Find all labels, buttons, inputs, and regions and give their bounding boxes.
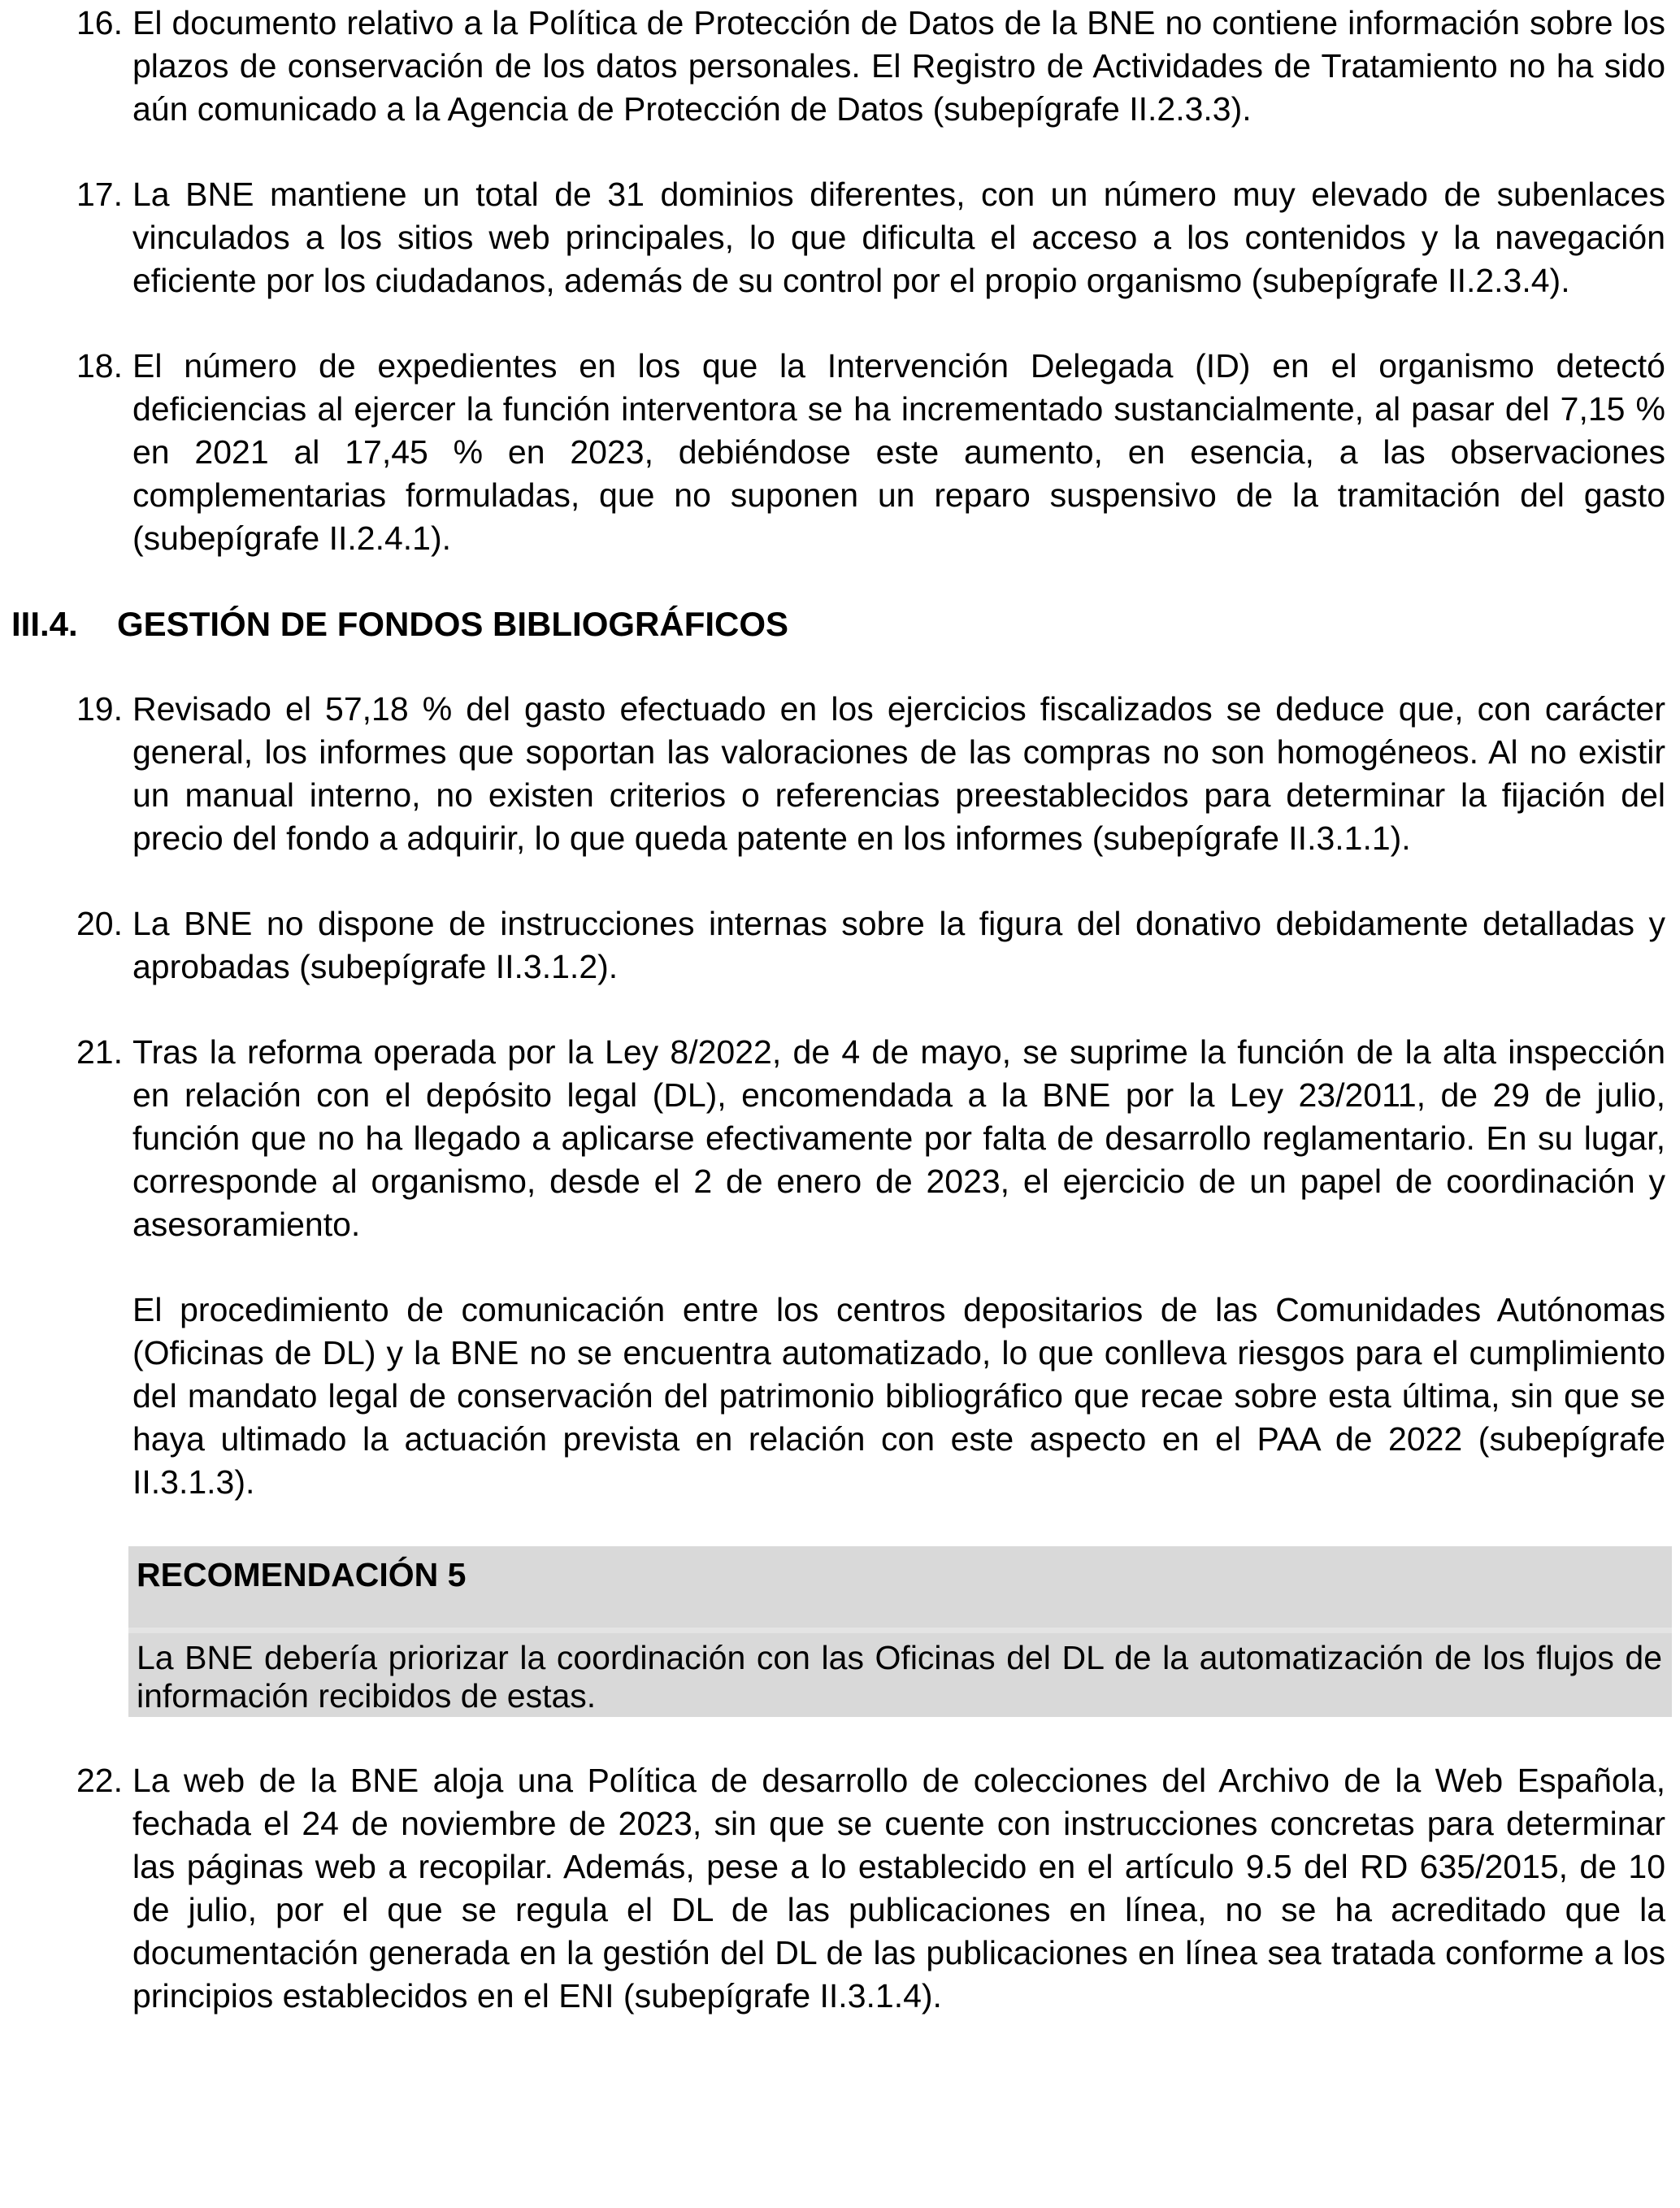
recommendation-box	[128, 1546, 1672, 1717]
paragraph-text: El número de expedientes en los que la Intervención Delegada (ID) en el organismo detectó deficiencias al ejercer la función interventora se ha incrementado sustancialmente, al pasar del 7,15 % en 2021 al 17,45 % en 2023, debiéndose este aumento, en esencia, a las observaciones complementarias formuladas, que no suponen un reparo suspensivo de la tramitación del gasto (subepígrafe II.2.4.1).	[132, 347, 1665, 557]
numbered-paragraph-18	[76, 345, 1665, 560]
recommendation-title: RECOMENDACIÓN 5	[137, 1556, 467, 1593]
paragraph-text: Tras la reforma operada por la Ley 8/2022, de 4 de mayo, se suprime la función de la alta inspección en relación con el depósito legal (DL), encomendada a la BNE por la Ley 23/2011, de 29 de julio, función que no ha llegado a aplicarse efectivamente por falta de desarrollo reglamentario. En su lugar, corresponde al organismo, desde el 2 de enero de 2023, el ejercicio de un papel de coordinación y asesoramiento.	[132, 1033, 1665, 1243]
recommendation-body: La BNE debería priorizar la coordinación con las Oficinas del DL de la automatización de los flujos de información recibidos de estas.	[137, 1639, 1662, 1715]
paragraph-number: 17.	[76, 176, 123, 213]
paragraph-text: La web de la BNE aloja una Política de desarrollo de colecciones del Archivo de la Web Española, fechada el 24 de noviembre de 2023, sin que se cuente con instrucciones concretas para determinar las páginas web a recopilar. Además, pese a lo establecido en el artículo 9.5 del RD 635/2015, de 10 de julio, por el que se regula el DL de las publicaciones en línea, no se ha acreditado que la documentación generada en la gestión del DL de las publicaciones en línea sea tratada conforme a los principios establecidos en el ENI (subepígrafe II.3.1.4).	[132, 1762, 1665, 2015]
paragraph-number: 21.	[76, 1033, 123, 1071]
numbered-paragraph-20	[76, 902, 1665, 989]
paragraph-number: 18.	[76, 347, 123, 385]
paragraph-21-continuation: El procedimiento de comunicación entre los centros depositarios de las Comunidades Autónomas (Oficinas de DL) y la BNE no se encuentra automatizado, lo que conlleva riesgos para el cumplimiento del mandato legal de conservación del patrimonio bibliográfico que recae sobre esta última, sin que se haya ultimado la actuación prevista en relación con este aspecto en el PAA de 2022 (subepígrafe II.3.1.3).	[132, 1291, 1665, 1501]
section-number: III.4.	[11, 605, 78, 643]
numbered-paragraph-17	[76, 173, 1665, 302]
paragraph-number: 20.	[76, 905, 123, 942]
paragraph-text: La BNE mantiene un total de 31 dominios diferentes, con un número muy elevado de subenlaces vinculados a los sitios web principales, lo que dificulta el acceso a los contenidos y la navegación eficiente por los ciudadanos, además de su control por el propio organismo (subepígrafe II.2.3.4).	[132, 176, 1665, 299]
paragraph-number: 16.	[76, 4, 123, 41]
paragraph-text: La BNE no dispone de instrucciones internas sobre la figura del donativo debidamente detalladas y aprobadas (subepígrafe II.3.1.2).	[132, 905, 1665, 985]
recommendation-divider	[128, 1628, 1672, 1633]
section-heading	[8, 602, 1665, 645]
numbered-paragraph-21	[76, 1031, 1665, 1246]
paragraph-number: 22.	[76, 1762, 123, 1799]
paragraph-number: 19.	[76, 690, 123, 728]
numbered-paragraph-16	[76, 2, 1665, 131]
numbered-paragraph-19	[76, 688, 1665, 860]
numbered-paragraph-22	[76, 1759, 1665, 2018]
paragraph-text: El documento relativo a la Política de Protección de Datos de la BNE no contiene información sobre los plazos de conservación de los datos personales. El Registro de Actividades de Tratamiento no ha sido aún comunicado a la Agencia de Protección de Datos (subepígrafe II.2.3.3).	[132, 4, 1665, 128]
section-title: GESTIÓN DE FONDOS BIBLIOGRÁFICOS	[117, 605, 789, 643]
paragraph-text: Revisado el 57,18 % del gasto efectuado en los ejercicios fiscalizados se deduce que, con carácter general, los informes que soportan las valoraciones de las compras no son homogéneos. Al no existir un manual interno, no existen criterios o referencias preestablecidos para determinar la fijación del precio del fondo a adquirir, lo que queda patente en los informes (subepígrafe II.3.1.1).	[132, 690, 1665, 857]
